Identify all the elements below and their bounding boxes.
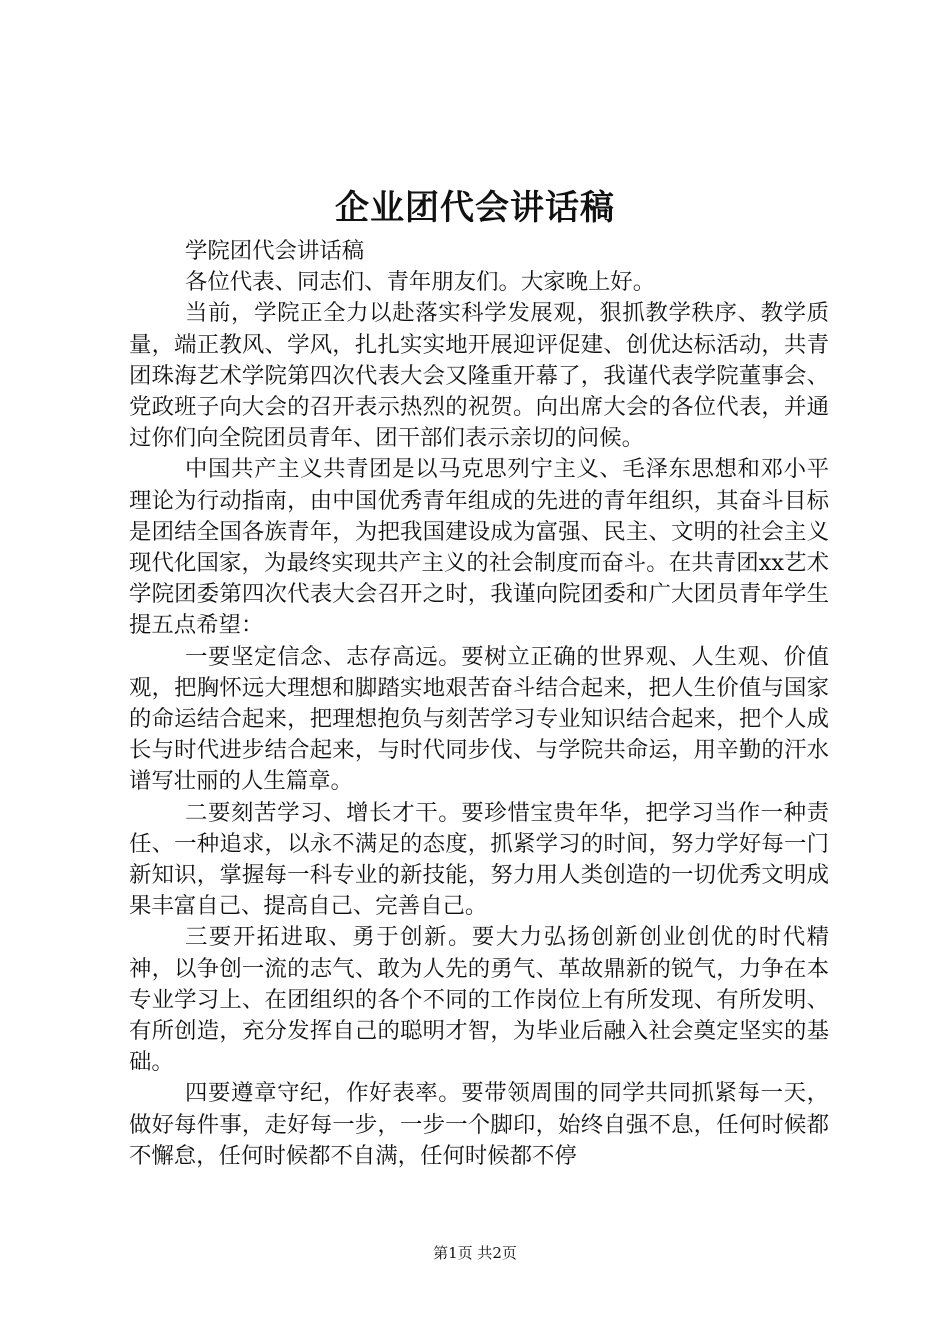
page-footer: 第1页 共2页	[433, 1244, 517, 1262]
document-body	[129, 236, 829, 1172]
paragraph-heading: 学院团代会讲话稿	[185, 238, 365, 264]
paragraph-intro: 当前，学院正全力以赴落实科学发展观，狠抓教学秩序、教学质量，端正教风、学风，扎扎实实地开展迎评促建、创优达标活动，共青团珠海艺术学院第四次代表大会又隆重开幕了，我谨代表学院董事会、党政班子向大会的召开表示热烈的祝贺。向出席大会的各位代表，并通过你们向全院团员青年、团干部们表示亲切的问候。	[129, 300, 829, 452]
paragraph-hope-three: 三要开拓进取、勇于创新。要大力弘扬创新创业创优的时代精神，以争创一流的志气、敢为人先的勇气、革故鼎新的锐气，力争在本专业学习上、在团组织的各个不同的工作岗位上有所发现、有所发明、有所创造，充分发挥自己的聪明才智，为毕业后融入社会奠定坚实的基础。	[129, 924, 829, 1076]
paragraph-hope-four: 四要遵章守纪，作好表率。要带领周围的同学共同抓紧每一天，做好每件事，走好每一步，一步一个脚印，始终自强不息，任何时候都不懈怠，任何时候都不自满，任何时候都不停	[129, 1080, 829, 1169]
document-title: 企业团代会讲话稿	[335, 188, 615, 228]
paragraph-hope-one: 一要坚定信念、志存高远。要树立正确的世界观、人生观、价值观，把胸怀远大理想和脚踏实地艰苦奋斗结合起来，把人生价值与国家的命运结合起来，把理想抱负与刻苦学习专业知识结合起来，把个人成长与时代进步结合起来，与时代同步伐、与学院共命运，用辛勤的汗水谱写壮丽的人生篇章。	[129, 643, 829, 795]
paragraph-greeting: 各位代表、同志们、青年朋友们。大家晚上好。	[185, 269, 656, 296]
paragraph-league-purpose: 中国共产主义共青团是以马克思列宁主义、毛泽东思想和邓小平理论为行动指南，由中国优秀青年组成的先进的青年组织，其奋斗目标是团结全国各族青年，为把我国建设成为富强、民主、文明的社会主义现代化国家，为最终实现共产主义的社会制度而奋斗。在共青团xx艺术学院团委第四次代表大会召开之时，我谨向院团委和广大团员青年学生提五点希望：	[129, 456, 829, 639]
paragraph-hope-two: 二要刻苦学习、增长才干。要珍惜宝贵年华，把学习当作一种责任、一种追求，以永不满足的态度，抓紧学习的时间，努力学好每一门新知识，掌握每一科专业的新技能，努力用人类创造的一切优秀文明成果丰富自己、提高自己、完善自己。	[129, 799, 829, 920]
